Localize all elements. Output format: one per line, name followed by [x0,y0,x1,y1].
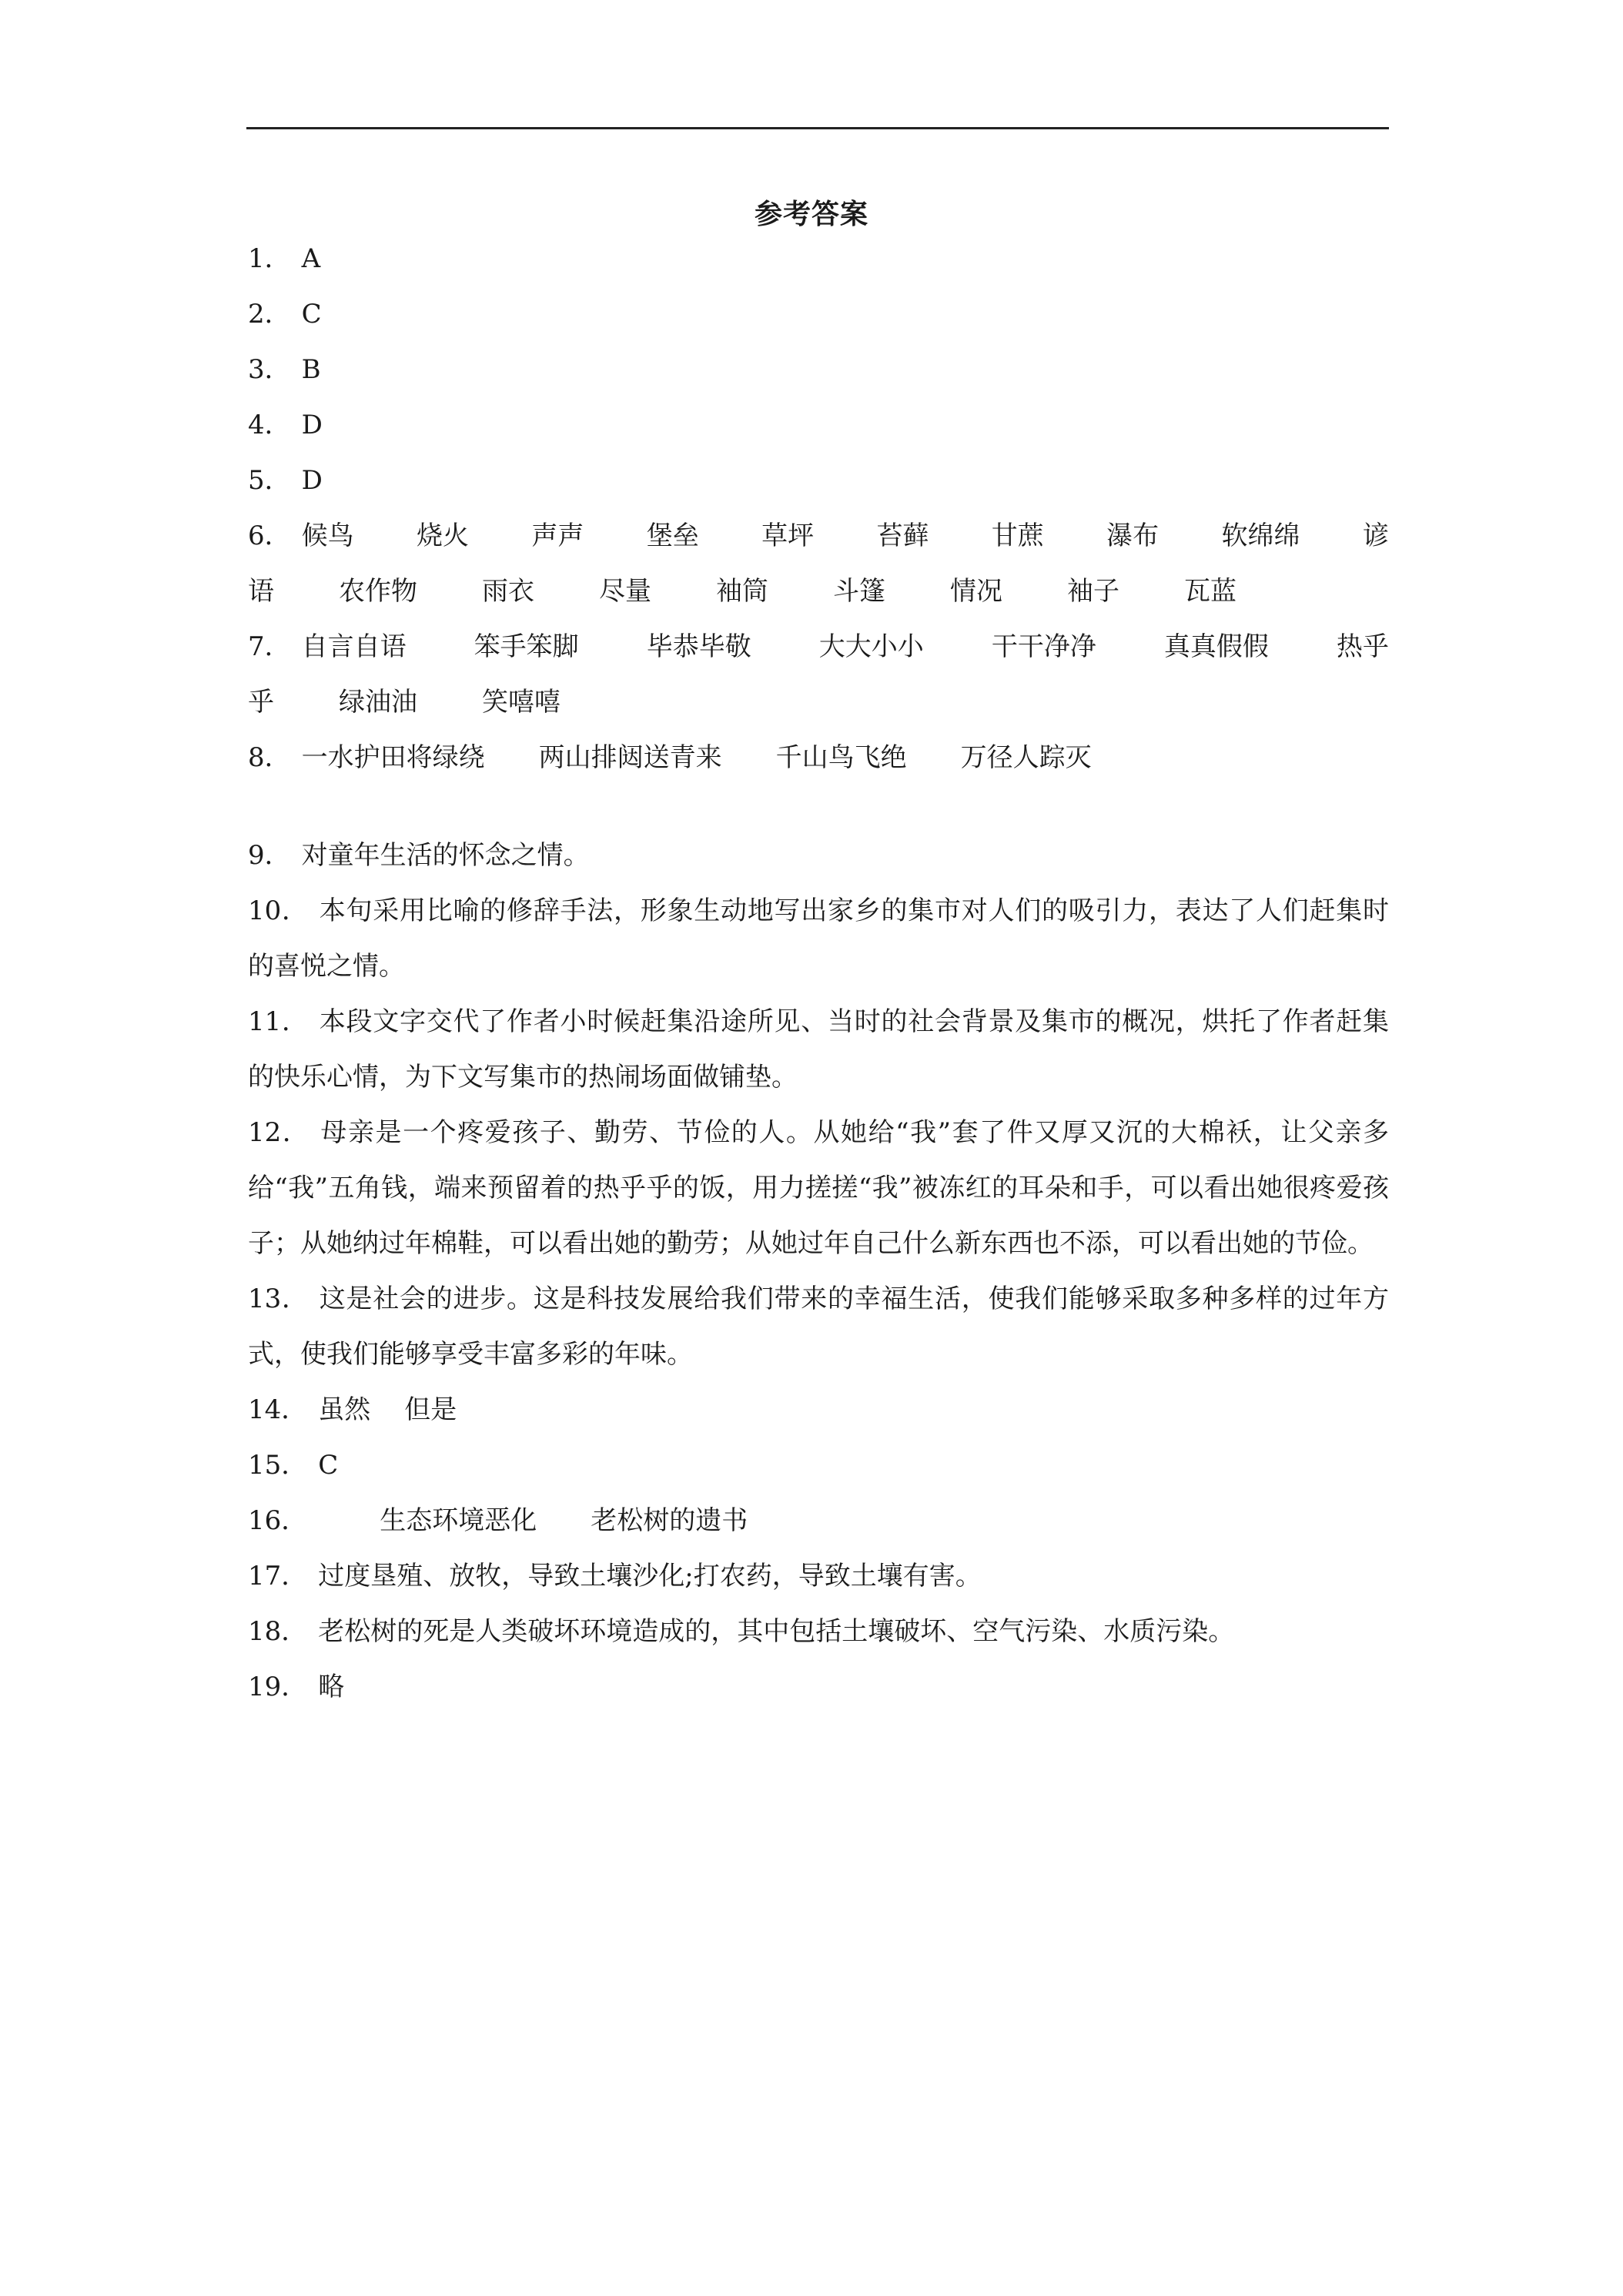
page-title: 参考答案 [754,198,868,230]
answer-6-word: 苔藓 [876,520,929,551]
answer-text: B [301,354,321,385]
answer-6-word: 农作物 [339,576,417,607]
answer-6-word: 瓦蓝 [1184,576,1236,607]
answer-16-phrase: 老松树的遗书 [591,1505,748,1536]
answer-7 [248,619,1389,730]
answer-6 [248,508,1389,619]
answer-text: 过度垦殖、放牧，导致土壤沙化;打农药，导致土壤有害。 [318,1561,982,1591]
answer-7-word: 绿油油 [339,687,417,718]
answer-text: 母亲是一个疼爱孩子、勤劳、节俭的人。从她给“我”套了件又厚又沉的大棉袄，让父亲多给“我”五角钱，端来预留着的热乎乎的饭，用力搓搓“我”被冻红的耳朵和手，可以看出她很疼爱孩子；从她纳过年棉鞋，可以看出她的勤劳；从她过年自己什么新东西也不添，可以看出她的节俭。 [248,1117,1389,1259]
answer-1 [248,231,1389,286]
answer-7-word: 大大小小 [818,631,924,662]
answer-number: 8． [248,742,291,773]
answer-text: D [301,465,323,496]
answer-5 [248,453,1389,508]
answer-7-word: 笨手笨脚 [474,631,579,662]
answer-17 [248,1548,1389,1604]
answer-text: 这是社会的进步。这是科技发展给我们带来的幸福生活，使我们能够采取多种多样的过年方式，使我们能够享受丰富多彩的年味。 [248,1284,1389,1370]
answer-number: 14． [248,1394,308,1425]
answer-number: 6． [248,520,291,551]
answer-number: 13． [248,1284,309,1314]
answer-8-phrase: 千山鸟飞绝 [775,742,907,773]
answer-2 [248,286,1389,342]
answer-text: A [301,243,321,274]
answer-10 [248,883,1389,994]
answer-text: D [301,410,323,440]
answer-7-word: 毕恭毕敬 [646,631,751,662]
answer-19 [248,1659,1389,1715]
answer-6-word: 尽量 [599,576,651,607]
answer-text: C [318,1450,339,1481]
answer-6-word: 瀑布 [1106,520,1160,551]
answer-16 [248,1493,1389,1548]
answer-6-word: 堡垒 [646,520,699,551]
answer-13 [248,1271,1389,1382]
answer-number: 1． [248,243,291,274]
answer-text: 本段文字交代了作者小时候赶集沿途所见、当时的社会背景及集市的概况，烘托了作者赶集的快乐心情，为下文写集市的热闹场面做铺垫。 [248,1006,1389,1093]
answer-number: 2． [248,299,291,330]
answer-text: 老松树的死是人类破坏环境造成的，其中包括土壤破坏、空气污染、水质污染。 [318,1616,1235,1647]
answer-text: 本句采用比喻的修辞手法，形象生动地写出家乡的集市对人们的吸引力，表达了人们赶集时的喜悦之情。 [248,895,1389,982]
answer-6-word: 谚 [1362,520,1389,551]
answer-14-word: 但是 [404,1394,457,1425]
answer-number: 7． [248,631,291,662]
spacer [248,785,1389,828]
answer-8-phrase: 两山排闼送青来 [538,742,722,773]
answer-number: 17． [248,1561,308,1591]
answer-list [248,231,1389,1715]
answer-11 [248,994,1389,1105]
answer-7-line-2 [248,674,1389,730]
answer-6-word: 软绵绵 [1221,520,1300,551]
answer-7-word: 干干净净 [991,631,1096,662]
answer-7-word: 乎 [248,687,274,718]
answer-number: 3． [248,354,291,385]
answer-6-word: 6． 候鸟 [248,520,354,551]
answer-6-word: 语 [248,576,274,607]
answer-6-word: 声声 [531,520,584,551]
answer-7-word: 真真假假 [1163,631,1269,662]
answer-text: 略 [318,1672,345,1702]
answer-number: 5． [248,465,291,496]
answer-number: 16． [248,1505,308,1536]
answer-text: 对童年生活的怀念之情。 [301,840,590,871]
answer-number: 15． [248,1450,308,1481]
answer-14-word: 虽然 [318,1394,371,1425]
answer-7-word: 热乎 [1336,631,1389,662]
answer-6-word: 烧火 [417,520,469,551]
answer-6-word: 情况 [950,576,1002,607]
answer-9 [248,828,1389,883]
answer-text: C [301,299,322,330]
answer-3 [248,342,1389,397]
answer-number: 4． [248,410,291,440]
answer-6-line-2 [248,564,1389,619]
answer-number: 18． [248,1616,308,1647]
answer-16-phrase: 生态环境恶化 [380,1505,537,1536]
answer-number: 12． [248,1117,310,1148]
answer-8 [248,730,1389,785]
answer-number: 11． [248,1006,309,1037]
answer-8-phrase: 一水护田将绿绕 [301,742,485,773]
answer-7-word: 7． 自言自语 [248,631,407,662]
answer-6-word: 甘蔗 [991,520,1044,551]
answer-6-word: 袖筒 [716,576,768,607]
header-rule [246,127,1389,129]
answer-6-word: 草坪 [761,520,815,551]
answer-7-word: 笑嘻嘻 [482,687,561,718]
answer-number: 10． [248,895,309,926]
answer-4 [248,397,1389,453]
answer-number: 19． [248,1672,308,1702]
answer-8-phrase: 万径人踪灭 [960,742,1092,773]
answer-14 [248,1382,1389,1438]
answer-12 [248,1105,1389,1271]
answer-number: 9． [248,840,291,871]
answer-6-word: 斗篷 [833,576,885,607]
answer-18 [248,1604,1389,1659]
answer-6-word: 雨衣 [482,576,534,607]
answer-6-word: 袖子 [1067,576,1119,607]
answer-15 [248,1438,1389,1493]
